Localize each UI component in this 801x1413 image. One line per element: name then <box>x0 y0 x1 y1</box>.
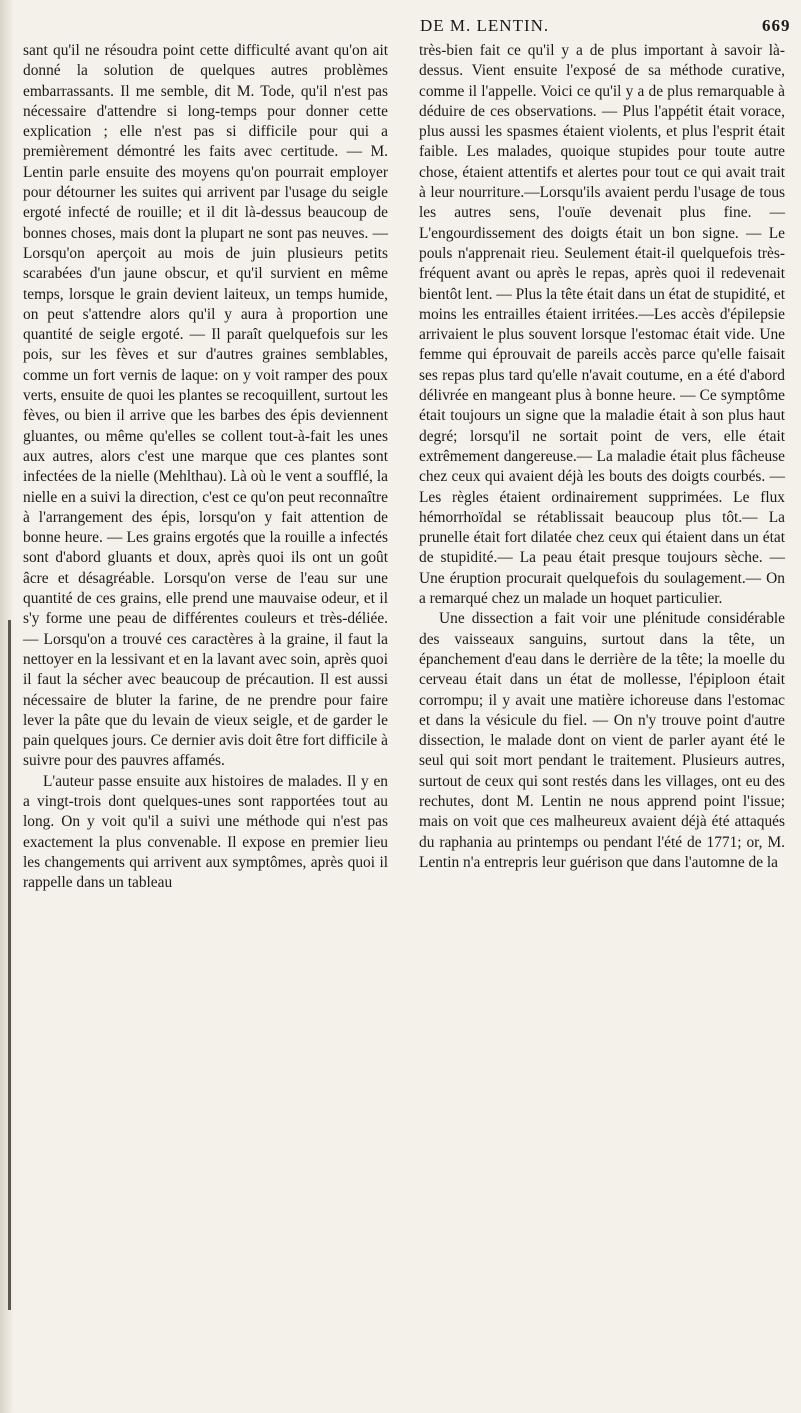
page-number: 669 <box>762 16 791 35</box>
page-binding-shadow <box>0 0 14 1413</box>
right-column <box>419 41 785 873</box>
right-paragraph-2: Une dissection a fait voir une plénitude considérable des vaisseaux sanguins, surtout dans la tête, un épanchement d'eau dans le derrière de la tête; la moelle du cerveau était dans un état de mollesse, l'épiploon était corrompu; il y avait une matière ichoreuse dans l'estomac et dans la vésicule du fiel. — On n'y trouve point d'autre dissection, le malade dont on vient de parler ayant été le seul qui soit mort pendant le traitement. Plusieurs autres, surtout de ceux qui sont restés dans les villages, ont eu des rechutes, dont M. Lentin ne nous apprend point l'issue; mais on voit que ces malheureux avaient déjà été attaqués du raphania au printemps ou pendant l'été de 1771; or, M. Lentin n'a entrepris leur guérison que dans l'automne de la <box>419 610 785 871</box>
left-column <box>23 41 388 893</box>
gutter-mark <box>8 620 11 1310</box>
running-head: DE M. LENTIN. <box>420 16 550 35</box>
page-header <box>0 12 801 42</box>
right-paragraph-1: très-bien fait ce qu'il y a de plus important à savoir là-dessus. Vient ensuite l'exposé de sa méthode curative, comme il l'appelle. Voici ce qu'il y a de plus remarquable à déduire de ces observations. — Plus l'appétit était vorace, plus aussi les spasmes étaient violents, et plus l'esprit était faible. Les malades, quoique stupides pour toute autre chose, étaient attentifs et alertes pour tout ce qui avait trait à leur nourriture.—Lorsqu'ils avaient perdu l'usage de tous les autres sens, l'ouïe devenait plus fine. — L'engourdissement des doigts était un bon signe. — Le pouls n'apprenait rieu. Seulement était-il quelquefois très-fréquent avant ou après le repas, après quoi il redevenait bientôt lent. — Plus la tête était dans un état de stupidité, et moins les entrailles étaient irritées.—Les accès d'épilepsie arrivaient le plus souvent lorsque l'estomac était vide. Une femme qui éprouvait de pareils accès parce qu'elle faisait ses repas plus tard qu'elle n'avait coutume, en a été d'abord délivrée en mangeant plus à bonne heure. — Ce symptôme était toujours un signe que la maladie était à son plus haut degré; lorsqu'il ne sortait point de vers, elle était extrêmement dangereuse.— La maladie était plus fâcheuse chez ceux qui avaient déjà les bouts des doigts courbés. — Les règles étaient ordinairement supprimées. Le flux hémorrhoïdal se rétablissait beaucoup plus tôt.— La prunelle était fort dilatée chez ceux qui étaient dans un état de stupidité.— La peau était presque toujours sèche. — Une éruption procurait quelquefois du soulagement.— On a remarqué chez un malade un hoquet particulier. <box>419 42 785 608</box>
left-paragraph-2: L'auteur passe ensuite aux histoires de malades. Il y en a vingt-trois dont quelques-unes sont rapportées tout au long. On y voit qu'il a suivi une méthode qui n'est pas exactement la plus convenable. Il expose en premier lieu les changements qui arrivent aux symptômes, après quoi il rappelle dans un tableau <box>23 772 388 892</box>
left-paragraph-1: sant qu'il ne résoudra point cette difficulté avant qu'on ait donné la solution de quelques autres problèmes embarrassants. Il me semble, dit M. Tode, qu'il n'est pas nécessaire d'attendre si long-temps pour donner cette explication ; elle n'est pas si difficile pour qui a premièrement démontré les faits avec certitude. — M. Lentin parle ensuite des moyens qu'on pourrait employer pour détourner les suites qui arrivent par l'usage du seigle ergoté infecté de rouille; et il dit là-dessus beaucoup de bonnes choses, mais dont la plupart ne sont pas neuves. — Lorsqu'on aperçoit au mois de juin plusieurs petits scarabées d'un jaune obscur, et qu'il survient en même temps, lorsque le grain devient laiteux, un temps humide, on peut s'attendre alors qu'il y aura à proportion une quantité de seigle ergoté. — Il paraît quelquefois sur les pois, sur les fèves et sur d'autres graines semblables, comme un fort vernis de laque: on y voit ramper des poux verts, ensuite de quoi les plantes se recoquillent, surtout les fèves, ou bien il arrive que les barbes des épis deviennent gluantes, ou même qu'elles se collent tout-à-fait les unes aux autres, alors c'est une marque que ces plantes sont infectées de la nielle (Mehlthau). Là où le vent a soufflé, la nielle en a suivi la direction, c'est ce qu'on peut reconnaître à l'arrangement des épis, lorsqu'on y fait attention de bonne heure. — Les grains ergotés que la rouille a infectés sont d'abord gluants et doux, après quoi ils ont un goût âcre et désagréable. Lorsqu'on verse de l'eau sur une quantité de ces grains, elle prend une mauvaise odeur, et il s'y forme une peau de différentes couleurs et très-déliée. — Lorsqu'on a trouvé ces caractères à la graine, il faut la nettoyer en la lessivant et en la lavant avec soin, après quoi il faut la sécher avec beaucoup de précaution. Il est aussi nécessaire de bluter la farine, de ne prendre pour faire lever la pâte que du levain de vieux seigle, et de garder le pain quelques jours. Ce dernier avis doit être fort difficile à suivre pour des pauvres affamés. <box>23 42 388 770</box>
